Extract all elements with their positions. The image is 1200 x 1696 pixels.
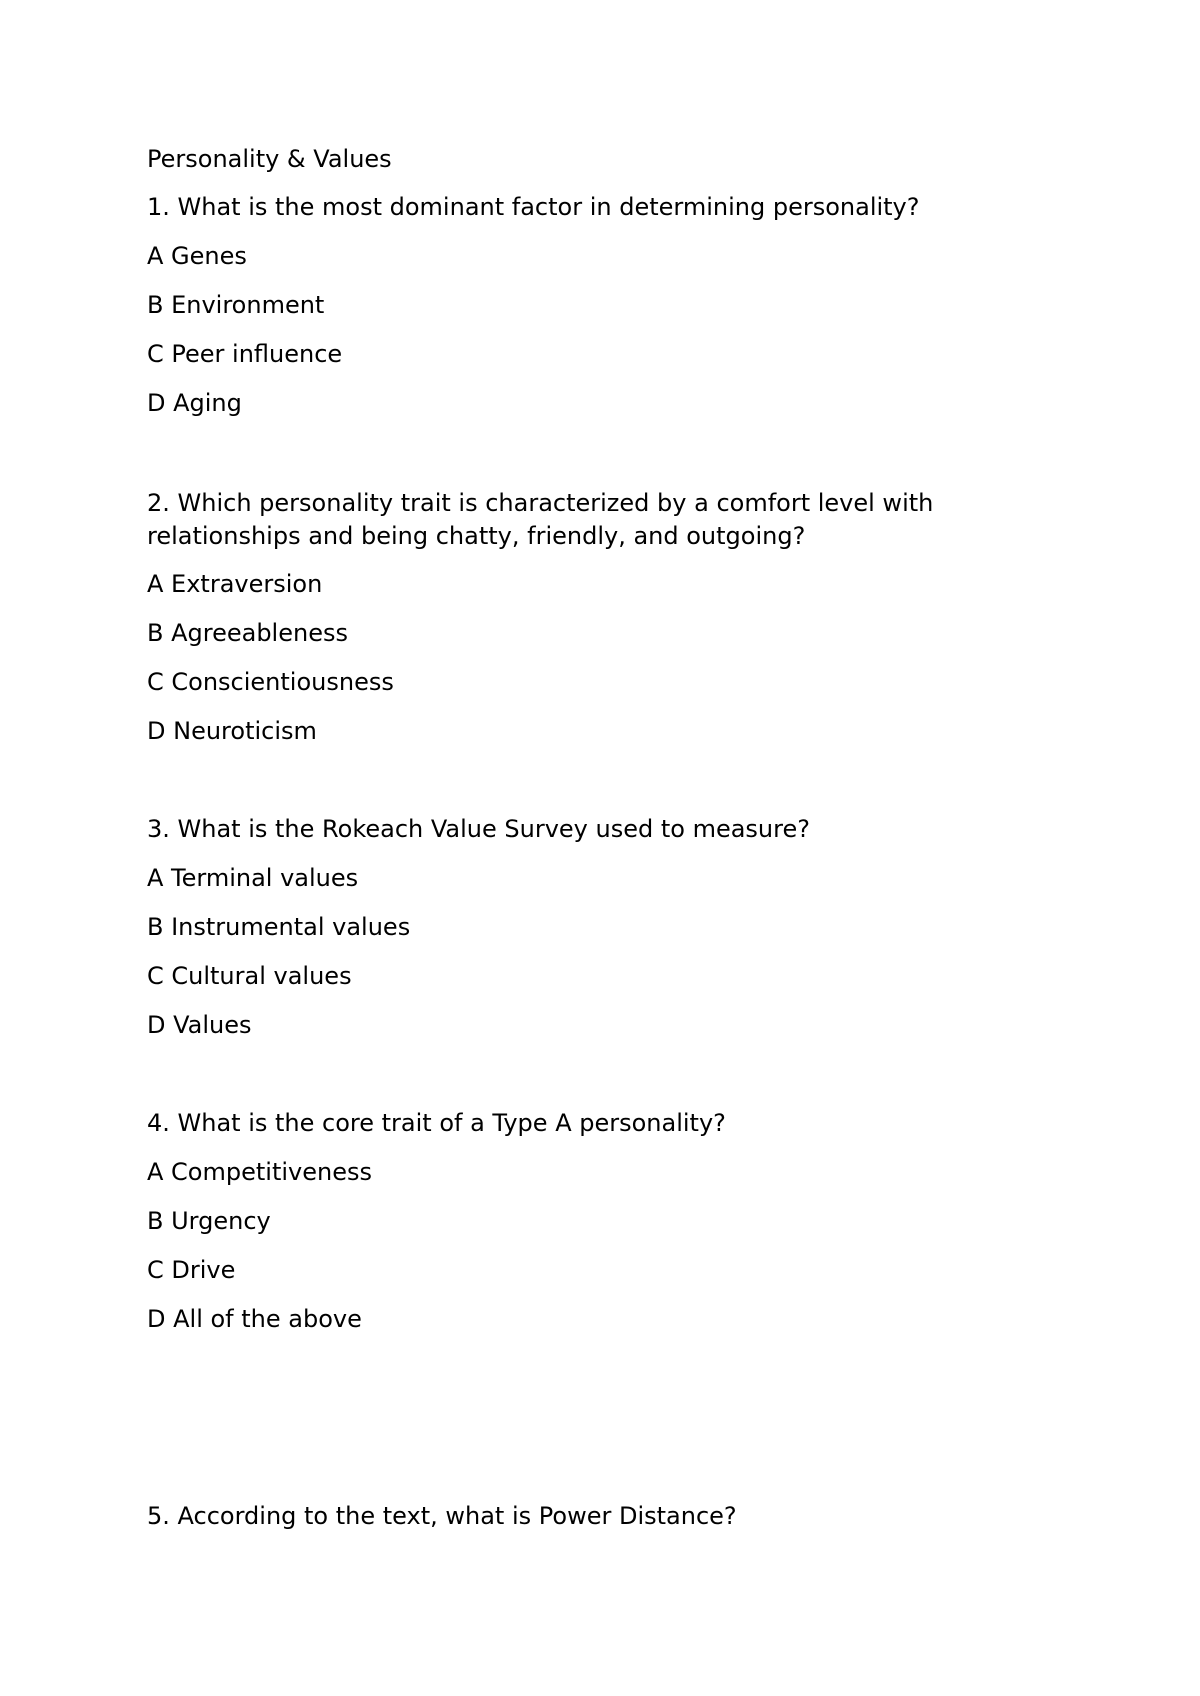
question-2-text-line-1: 2. Which personality trait is characterized by a comfort level with [147, 489, 934, 517]
question-3-option-b: B Instrumental values [147, 913, 411, 941]
question-5-text: 5. According to the text, what is Power Distance? [147, 1502, 737, 1530]
question-4-text: 4. What is the core trait of a Type A personality? [147, 1109, 726, 1137]
question-2-text-line-2: relationships and being chatty, friendly, and outgoing? [147, 522, 806, 550]
question-3-option-c: C Cultural values [147, 962, 352, 990]
document-title: Personality & Values [147, 145, 392, 173]
question-2-option-b: B Agreeableness [147, 619, 348, 647]
question-2-option-a: A Extraversion [147, 570, 323, 598]
question-1-option-d: D Aging [147, 389, 242, 417]
question-1-option-c: C Peer influence [147, 340, 343, 368]
question-3-option-d: D Values [147, 1011, 252, 1039]
question-4-option-a: A Competitiveness [147, 1158, 372, 1186]
question-4-option-b: B Urgency [147, 1207, 271, 1235]
question-1-option-b: B Environment [147, 291, 325, 319]
question-2-option-c: C Conscientiousness [147, 668, 394, 696]
question-4-option-c: C Drive [147, 1256, 236, 1284]
question-3-text: 3. What is the Rokeach Value Survey used to measure? [147, 815, 810, 843]
question-1-option-a: A Genes [147, 242, 247, 270]
question-3-option-a: A Terminal values [147, 864, 359, 892]
question-1-text: 1. What is the most dominant factor in determining personality? [147, 193, 920, 221]
question-2-option-d: D Neuroticism [147, 717, 317, 745]
question-4-option-d: D All of the above [147, 1305, 362, 1333]
